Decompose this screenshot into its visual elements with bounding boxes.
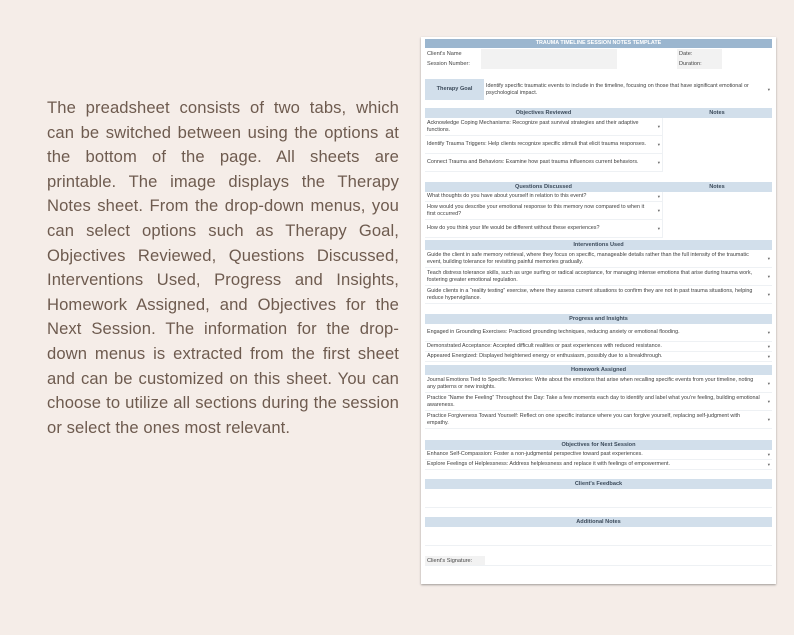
dropdown-value: Demonstrated Acceptance: Accepted difficult realities or past experiences with reduced resistance. <box>427 343 662 349</box>
chevron-down-icon[interactable]: ▾ <box>767 256 770 261</box>
signature-label: Client's Signature: <box>425 556 485 565</box>
duration-label: Duration: <box>677 59 722 69</box>
chevron-down-icon[interactable]: ▾ <box>767 344 770 349</box>
client-feedback-header: Client's Feedback <box>425 479 772 489</box>
dropdown-value: What thoughts do you have about yourself in relation to this event? <box>427 193 587 199</box>
signature-input[interactable] <box>485 556 772 565</box>
therapy-goal-label: Therapy Goal <box>425 79 484 100</box>
client-name-label: Client's Name <box>427 51 462 57</box>
chevron-down-icon[interactable]: ▾ <box>657 226 660 231</box>
section-objectives-reviewed <box>425 108 772 172</box>
client-feedback-input[interactable] <box>425 490 772 508</box>
dropdown-row[interactable] <box>425 352 772 362</box>
dropdown-row[interactable] <box>425 286 772 304</box>
dropdown-row[interactable] <box>425 118 662 136</box>
dropdown-value: Engaged in Grounding Exercises: Practiced grounding techniques, reducing anxiety or emotional flooding. <box>427 329 680 335</box>
chevron-down-icon[interactable]: ▾ <box>767 87 770 92</box>
dropdown-value: How would you describe your emotional response to this memory now compared to when it first occurred? <box>427 203 645 217</box>
chevron-down-icon[interactable]: ▾ <box>657 124 660 129</box>
section-interventions-used <box>425 240 772 304</box>
section-header: Interventions Used <box>425 240 772 250</box>
section-homework-assigned <box>425 365 772 429</box>
notes-header: Notes <box>662 108 772 118</box>
dropdown-row[interactable] <box>425 450 772 460</box>
dropdown-row[interactable] <box>425 324 772 342</box>
dropdown-value: Acknowledge Coping Mechanisms: Recognize past survival strategies and their adaptive functions. <box>427 119 639 133</box>
sheet-title: TRAUMA TIMELINE SESSION NOTES TEMPLATE <box>425 39 772 48</box>
dropdown-row[interactable] <box>425 393 772 411</box>
chevron-down-icon[interactable]: ▾ <box>657 208 660 213</box>
dropdown-row[interactable] <box>425 268 772 286</box>
chevron-down-icon[interactable]: ▾ <box>767 452 770 457</box>
dropdown-row[interactable] <box>425 460 772 470</box>
chevron-down-icon[interactable]: ▾ <box>767 274 770 279</box>
chevron-down-icon[interactable]: ▾ <box>767 399 770 404</box>
therapy-goal-dropdown[interactable] <box>484 79 772 100</box>
dropdown-value: How do you think your life would be different without these experiences? <box>427 225 600 231</box>
chevron-down-icon[interactable]: ▾ <box>657 142 660 147</box>
duration-input[interactable] <box>722 59 772 69</box>
dropdown-row[interactable] <box>425 375 772 393</box>
dropdown-row[interactable] <box>425 411 772 429</box>
dropdown-value: Explore Feelings of Helplessness: Address helplessness and replace it with feelings of empowerment. <box>427 461 671 467</box>
date-input[interactable] <box>722 49 772 59</box>
notes-input[interactable] <box>662 118 772 172</box>
client-info <box>425 49 772 69</box>
notes-header: Notes <box>662 182 772 192</box>
section-header: Questions Discussed <box>425 182 662 192</box>
chevron-down-icon[interactable]: ▾ <box>767 330 770 335</box>
dropdown-value: Practice “Name the Feeling” Throughout the Day: Take a few moments each day to identify and label what you’re feeling, building emotional awareness. <box>427 394 760 408</box>
dropdown-row[interactable] <box>425 154 662 172</box>
dropdown-value: Connect Trauma and Behaviors: Examine how past trauma influences current behaviors. <box>427 159 639 165</box>
session-notes-sheet <box>421 37 776 584</box>
dropdown-row[interactable] <box>425 136 662 154</box>
chevron-down-icon[interactable]: ▾ <box>767 417 770 422</box>
dropdown-value: Guide clients in a “reality testing” exercise, where they assess current situations to confirm they are not in past trauma situations, helping reduce hypervigilance. <box>427 287 753 301</box>
chevron-down-icon[interactable]: ▾ <box>657 194 660 199</box>
section-objectives-for-next-session <box>425 440 772 470</box>
therapy-goal-value: Identify specific traumatic events to include in the timeline, focusing on those that have significant emotional or psychological impact. <box>486 82 749 96</box>
section-header: Objectives for Next Session <box>425 440 772 450</box>
section-progress-and-insights <box>425 314 772 362</box>
chevron-down-icon[interactable]: ▾ <box>767 462 770 467</box>
additional-notes-header: Additional Notes <box>425 517 772 527</box>
chevron-down-icon[interactable]: ▾ <box>767 354 770 359</box>
date-label: Date: <box>677 49 722 59</box>
dropdown-row[interactable] <box>425 202 662 220</box>
dropdown-value: Teach distress tolerance skills, such as urge surfing or radical acceptance, for managing intense emotions that arise during trauma work, fostering greater emotional regulation. <box>427 269 753 283</box>
signature-row <box>425 556 772 566</box>
dropdown-value: Identify Trauma Triggers: Help clients recognize specific stimuli that elicit trauma responses. <box>427 141 647 147</box>
chevron-down-icon[interactable]: ▾ <box>767 292 770 297</box>
dropdown-row[interactable] <box>425 250 772 268</box>
client-name-input[interactable] <box>481 49 617 59</box>
section-header: Progress and Insights <box>425 314 772 324</box>
therapy-goal-row <box>425 79 772 100</box>
chevron-down-icon[interactable]: ▾ <box>657 160 660 165</box>
dropdown-row[interactable] <box>425 192 662 202</box>
dropdown-row[interactable] <box>425 220 662 238</box>
section-questions-discussed <box>425 182 772 238</box>
section-header: Homework Assigned <box>425 365 772 375</box>
chevron-down-icon[interactable]: ▾ <box>767 381 770 386</box>
additional-notes-input[interactable] <box>425 528 772 546</box>
dropdown-value: Guide the client in safe memory retrieval, where they focus on specific, manageable details rather than the full intensity of the traumatic event, building tolerance for revisiting painful memories gradually. <box>427 251 749 265</box>
dropdown-row[interactable] <box>425 342 772 352</box>
dropdown-value: Journal Emotions Tied to Specific Memories: Write about the emotions that arise when recalling specific events from your timeline, noting any patterns or new insights. <box>427 376 754 390</box>
dropdown-value: Enhance Self-Compassion: Foster a non-judgmental perspective toward past experiences. <box>427 451 643 457</box>
session-number-input[interactable] <box>481 59 617 69</box>
dropdown-value: Practice Forgiveness Toward Yourself: Reflect on one specific instance where you can forgive yourself, replacing self-judgment with empathy. <box>427 412 741 426</box>
session-number-label: Session Number: <box>427 61 470 67</box>
dropdown-value: Appeared Energized: Displayed heightened energy or enthusiasm, possibly due to a breakthrough. <box>427 353 663 359</box>
notes-input[interactable] <box>662 192 772 238</box>
section-header: Objectives Reviewed <box>425 108 662 118</box>
description-text: The preadsheet consists of two tabs, which can be switched between using the options at the bottom of the page. All sheets are printable. The image displays the Therapy Notes sheet. From the drop-down menus, you can select options such as Therapy Goal, Objectives Reviewed, Questions Discussed, Interventions Used, Progress and Insights, Homework Assigned, and Objectives for the Next Session. The information for the drop-down menus is extracted from the first sheet and can be customized on this sheet. You can choose to utilize all sections during the session or select the ones most relevant. <box>47 98 399 437</box>
